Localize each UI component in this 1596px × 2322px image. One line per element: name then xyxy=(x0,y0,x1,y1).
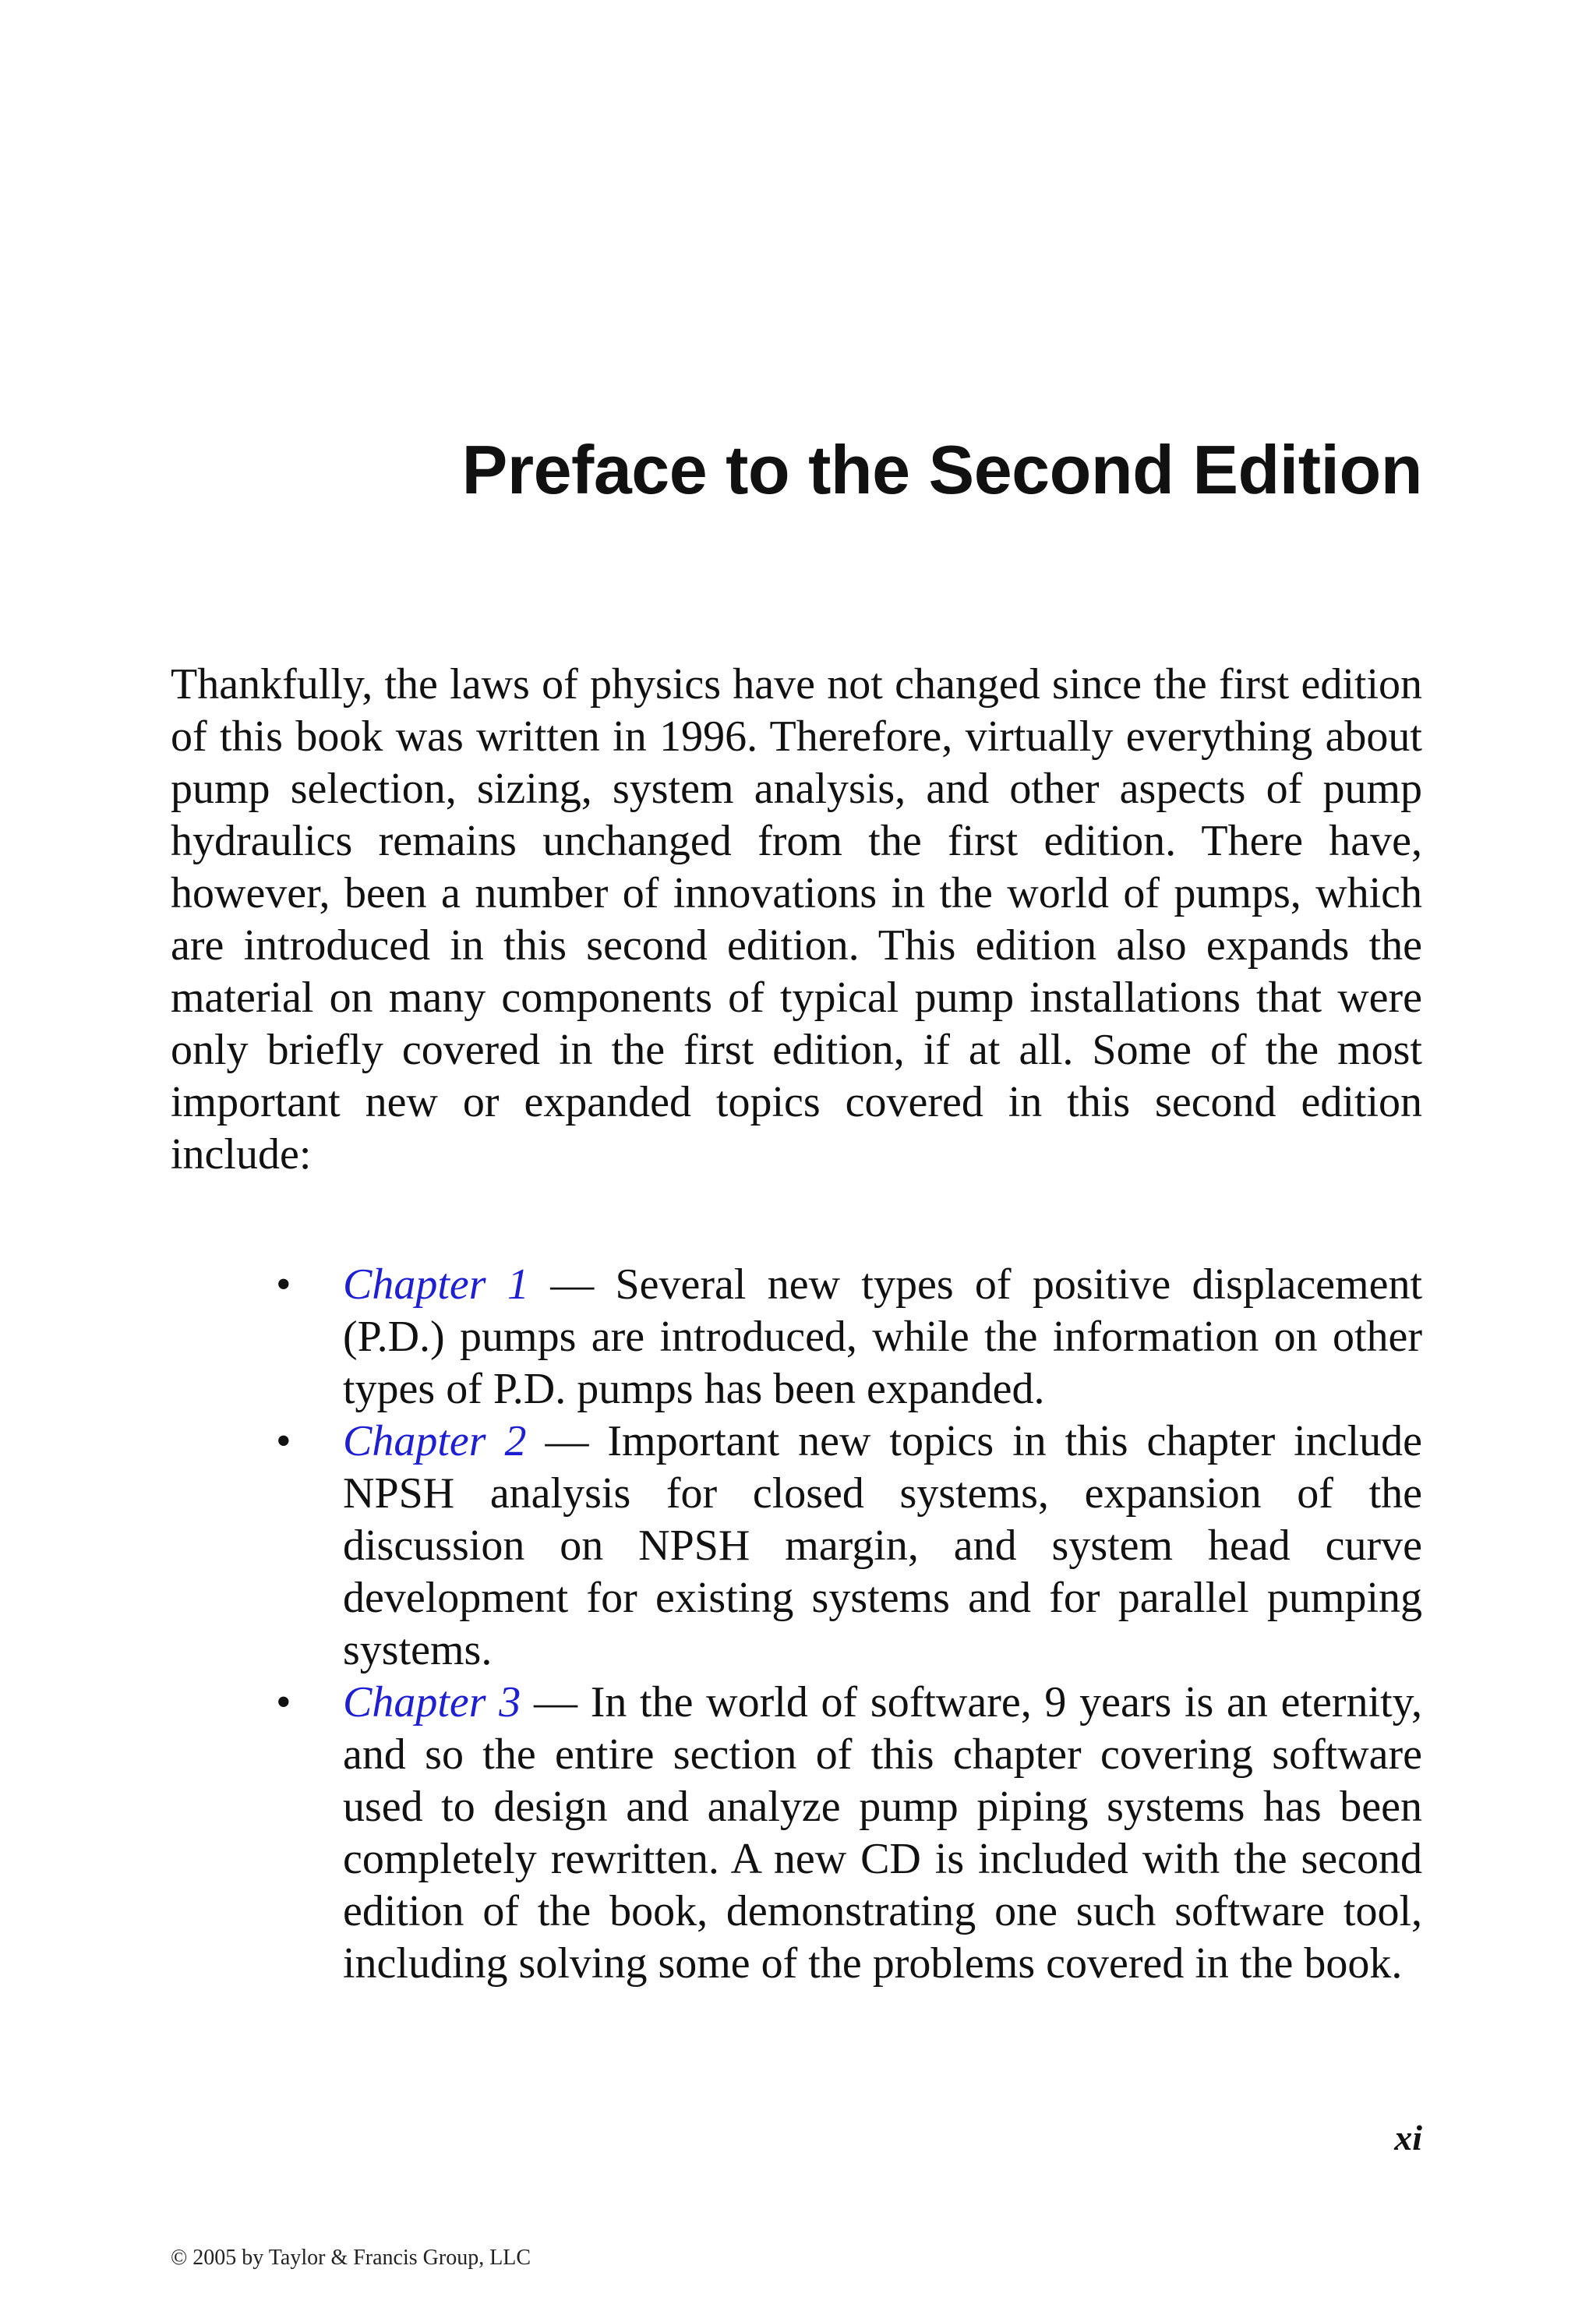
chapter-bullet-list xyxy=(171,1259,1422,1990)
bullet-item-chapter-2 xyxy=(171,1415,1422,1677)
bullet-item-chapter-3 xyxy=(171,1677,1422,1990)
bullet-text: — Important new topics in this chapter include NPSH analysis for closed systems, expansion of the discussion on NPSH margin, and system head curve development for existing systems and for parallel pumping systems. xyxy=(343,1417,1422,1674)
chapter-3-link[interactable]: Chapter 3 xyxy=(343,1678,521,1726)
bullet-text: — In the world of software, 9 years is an eternity, and so the entire section of this chapter covering software used to design and analyze pump piping systems has been completely rewritten. A new CD is included with the second edition of the book, demonstrating one such software tool, including solving some of the problems covered in the book. xyxy=(343,1678,1423,1988)
copyright-footer: © 2005 by Taylor & Francis Group, LLC xyxy=(171,2246,531,2270)
page-number: xi xyxy=(1394,2118,1422,2158)
bullet-item-chapter-1 xyxy=(171,1259,1422,1415)
bullet-icon: • xyxy=(276,1678,291,1726)
bullet-icon: • xyxy=(276,1260,291,1309)
bullet-text: — Several new types of positive displacement (P.D.) pumps are introduced, while the information on other types of P.D. pumps has been expanded. xyxy=(343,1260,1423,1413)
chapter-2-link[interactable]: Chapter 2 xyxy=(343,1417,527,1465)
intro-paragraph: Thankfully, the laws of physics have not changed since the first edition of this book was written in 1996. Therefore, virtually everything about pump selection, sizing, system analysis, and other aspects of pump hydraulics remains unchanged from the first edition. There have, however, been a number of innovations in the world of pumps, which are introduced in this second edition. This edition also expands the material on many components of typical pump installations that were only briefly covered in the first edition, if at all. Some of the most important new or expanded topics covered in this second edition include: xyxy=(171,660,1422,1179)
chapter-1-link[interactable]: Chapter 1 xyxy=(343,1260,529,1309)
bullet-icon: • xyxy=(276,1417,291,1465)
page-title: Preface to the Second Edition xyxy=(461,431,1422,508)
